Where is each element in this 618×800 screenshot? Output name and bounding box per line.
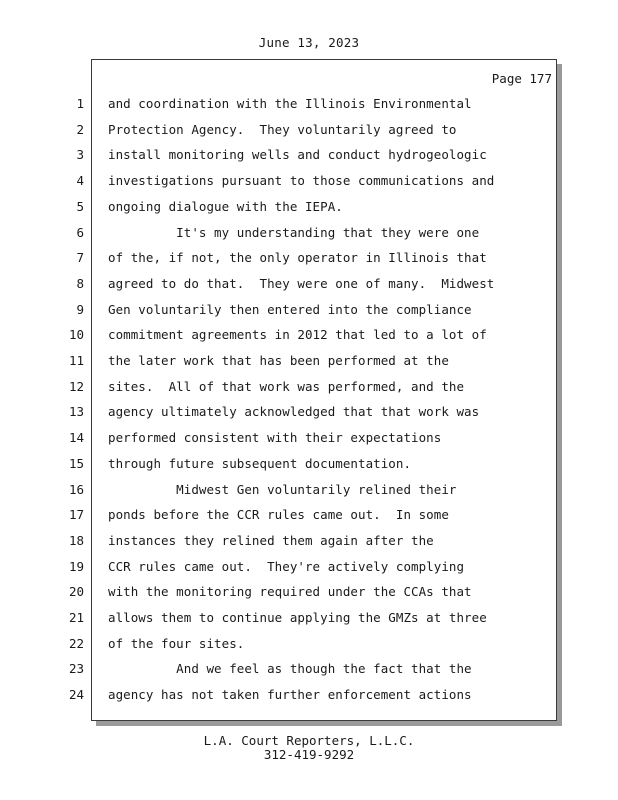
- footer-phone: 312-419-9292: [263, 747, 355, 762]
- line-number: 16: [68, 481, 84, 497]
- line-number: 9: [76, 301, 84, 317]
- line-text: sites. All of that work was performed, and the: [108, 378, 465, 394]
- transcript-date: June 13, 2023: [258, 35, 360, 50]
- line-number: 8: [76, 275, 84, 291]
- line-number: 21: [68, 610, 84, 625]
- line-text: commitment agreements in 2012 that led to a lot of: [108, 327, 487, 343]
- line-number: 18: [68, 532, 84, 548]
- line-number: 7: [76, 250, 84, 266]
- line-number: 10: [68, 327, 84, 343]
- footer-company: L.A. Court Reporters, L.L.C.: [203, 733, 415, 748]
- line-text: And we feel as though the fact that the: [108, 661, 472, 677]
- line-number: 14: [68, 430, 84, 446]
- page-number: Page 177: [491, 71, 552, 86]
- line-number: 12: [68, 378, 84, 394]
- line-number: 13: [68, 404, 84, 420]
- line-number: 22: [68, 635, 84, 651]
- line-number: 15: [68, 455, 84, 471]
- line-text: of the, if not, the only operator in Illinois that: [108, 250, 487, 266]
- line-text: performed consistent with their expectations: [108, 430, 442, 446]
- line-number: 4: [76, 173, 84, 189]
- line-number: 5: [76, 198, 84, 214]
- line-text: the later work that has been performed at the: [108, 353, 449, 368]
- line-number: 20: [68, 584, 84, 600]
- line-text: agency has not taken further enforcement actions: [108, 687, 472, 703]
- line-number: 1: [76, 96, 84, 111]
- line-text: of the four sites.: [108, 635, 245, 651]
- line-number: 11: [68, 353, 84, 368]
- line-number: 6: [76, 224, 84, 240]
- line-text: CCR rules came out. They're actively complying: [108, 558, 465, 574]
- line-text: ongoing dialogue with the IEPA.: [108, 198, 343, 214]
- line-text: through future subsequent documentation.: [108, 455, 412, 471]
- line-text: ponds before the CCR rules came out. In some: [108, 507, 449, 523]
- line-number: 2: [76, 121, 84, 137]
- line-text: investigations pursuant to those communications and: [108, 173, 495, 189]
- line-text: Midwest Gen voluntarily relined their: [108, 481, 457, 497]
- line-number: 23: [68, 661, 84, 677]
- line-number: 24: [68, 687, 84, 703]
- line-text: with the monitoring required under the CCAs that: [108, 584, 472, 600]
- line-text: allows them to continue applying the GMZs at three: [108, 610, 487, 625]
- line-number: 17: [68, 507, 84, 523]
- line-text: install monitoring wells and conduct hydrogeologic: [108, 147, 487, 163]
- line-text: agreed to do that. They were one of many. Midwest: [108, 275, 495, 291]
- line-number: 19: [68, 558, 84, 574]
- line-text: Protection Agency. They voluntarily agreed to: [108, 121, 457, 137]
- line-text: and coordination with the Illinois Environmental: [108, 96, 472, 111]
- line-text: Gen voluntarily then entered into the compliance: [108, 301, 472, 317]
- line-text: instances they relined them again after the: [108, 532, 434, 548]
- line-text: agency ultimately acknowledged that that work was: [108, 404, 480, 420]
- line-text: It's my understanding that they were one: [108, 224, 480, 240]
- line-number: 3: [76, 147, 84, 163]
